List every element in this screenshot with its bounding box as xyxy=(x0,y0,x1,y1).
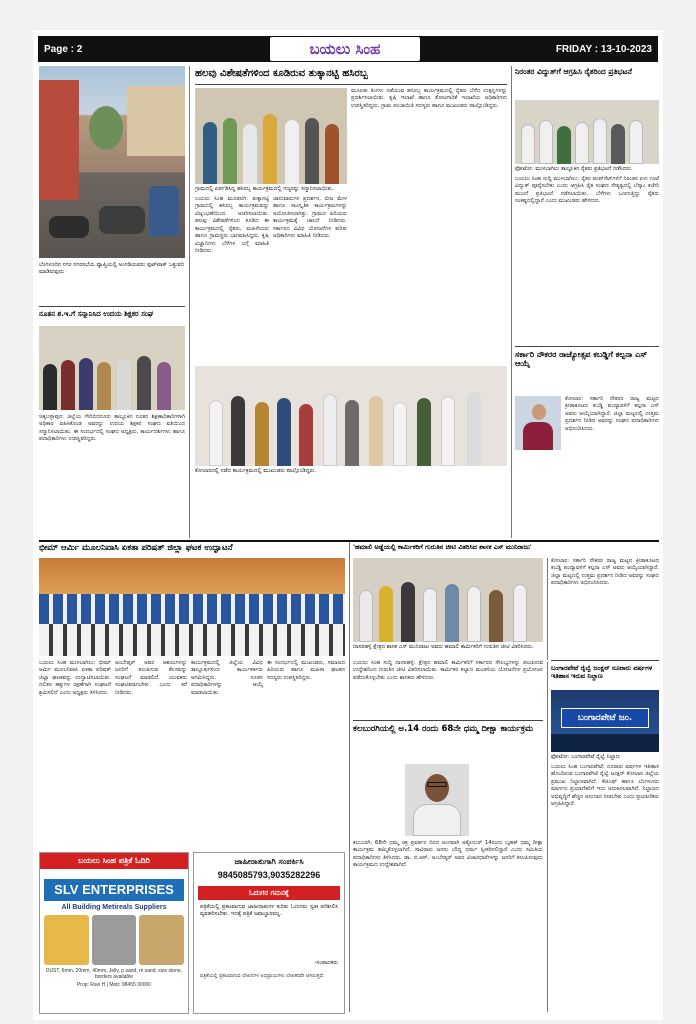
main-story-col3: ಮೂಲತಃ ತಿಂಗಳು ನಡೆಯುವ ಹಸಿರಬ್ಬ ಕಾರ್ಯಕ್ರಮದಲ್ಲಿ ರೈತರು ಬೆಳೆದ ಉತ್ಪನ್ನಗಳನ್ನು ಪ್ರದರ್ಶಿಸಲಾಯಿತು. ಕೃಷಿ ಇಲಾಖೆ ಹಾಗೂ ತೋಟಗಾರಿಕೆ ಇಲಾಖೆಯ ಅಧಿಕಾರಿಗಳು ಉಪಸ್ಥಿತರಿದ್ದರು. ಗ್ರಾಮ ಪಂಚಾಯಿತಿ ಸದಸ್ಯರು ಹಾಗೂ ಮುಖಂಡರು ಪಾಲ್ಗೊಂಡಿದ್ದರು. xyxy=(351,88,507,109)
hamali-headline: 'ಹಮಾಲಿ ಅಡ್ಡೆಯಲ್ಲಿ ಕಾರ್ಮಿಕರಿಗೆ ಗುರುತಿನ ಚೀಟಿ ವಿತರಿಸಿದ ಶಾಸಕ ಎಸ್ ಮುನಿರಾಜು' xyxy=(353,544,532,551)
bangarpet-headline-text: ಬಂಗಾರಪೇಟೆ ರೈಲ್ವೆ ಜಂಕ್ಷನ್ ನೂರಾರು ವರ್ಷಗಳ ಇತಿಹಾಸ ಇರುವ ನಿಲ್ದಾಣ xyxy=(551,664,653,681)
sand-icon xyxy=(139,915,184,965)
bangarpet-station-photo xyxy=(551,690,659,752)
truck-icon xyxy=(44,915,89,965)
kabaddi-body: ಕೋಲಾರ: ಸರ್ಕಾರಿ ನೌಕರರ ರಾಜ್ಯ ಮಟ್ಟದ ಕ್ರೀಡಾಕೂಟದ ಕಬಡ್ಡಿ ಪಂದ್ಯಾವಳಿಗೆ ಕಲ್ಪನಾ ಎಸ್ ಅವರು ಆಯ್ಕೆಯಾಗಿದ್ದಾರೆ. ಜಿಲ್ಲಾ ಮಟ್ಟದಲ್ಲಿ ಉತ್ತಮ ಪ್ರದರ್ಶನ ನೀಡಿದ ಅವರನ್ನು ಸಂಘದ ಪದಾಧಿಕಾರಿಗಳು ಅಭಿನಂದಿಸಿದರು. xyxy=(565,396,659,432)
main-story-photo xyxy=(195,88,347,184)
power-protest-headline xyxy=(515,68,659,77)
power-protest-photo xyxy=(515,100,659,164)
hamali-caption: ದಾಸರಹಳ್ಳಿ ಕ್ಷೇತ್ರದ ಶಾಸಕ ಎಸ್ ಮುನಿರಾಜು ಅವರು ಹಮಾಲಿ ಕಾರ್ಮಿಕರಿಗೆ ಗುರುತಿನ ಚೀಟಿ ವಿತರಿಸಿದರು. xyxy=(353,644,534,650)
slv-enterprises-ad xyxy=(39,852,189,1014)
main-story-group-photo xyxy=(195,366,507,466)
hamali-body: ಬಯಲು ಸಿಂಹ ಸುದ್ದಿ ದಾಸರಹಳ್ಳಿ: ಕ್ಷೇತ್ರದ ಹಮಾಲಿ ಕಾರ್ಮಿಕರಿಗೆ ಸರ್ಕಾರದ ಸೌಲಭ್ಯಗಳನ್ನು ತಲುಪಿಸುವ ಉದ್ದೇಶದಿಂದ ಗುರುತಿನ ಚೀಟಿ ವಿತರಿಸಲಾಯಿತು. ಕಾರ್ಮಿಕರ ಕಲ್ಯಾಣ ಮಂಡಳಿಯ ಯೋಜನೆಗಳ ಪ್ರಯೋಜನ ಪಡೆದುಕೊಳ್ಳಬೇಕು ಎಂದು ಶಾಸಕರು ಹೇಳಿದರು. xyxy=(353,660,543,681)
newspaper-page xyxy=(33,30,663,1020)
bangarpet-caption: ಫೋಟೋ: ಬಂಗಾರಪೇಟೆ ರೈಲ್ವೆ ನಿಲ್ದಾಣ xyxy=(551,754,620,760)
street-photo xyxy=(39,66,185,258)
bhim-army-col3: ಕಾರ್ಯಕ್ರಮದಲ್ಲಿ ಜಿಲ್ಲೆಯ ವಿವಿಧ ತಾಲ್ಲೂಕುಗಳಿಂದ ಕಾರ್ಯಕರ್ತರು ಆಗಮಿಸಿದ್ದರು. ನೂತನ ಪದಾಧಿಕಾರಿಗಳನ್ನು ಆಯ್ಕೆ ಮಾಡಲಾಯಿತು. xyxy=(191,660,263,696)
masthead xyxy=(38,36,658,62)
kalaburagi-headline-text: ಕಲಬುರಗಿಯಲ್ಲಿ ಅ.14 ರಂದು 68ನೇ ಧಮ್ಮ ದೀಕ್ಷಾ ಕಾರ್ಯಕ್ರಮ xyxy=(353,724,534,734)
bangarpet-body: ಬಯಲು ಸಿಂಹ ಬಂಗಾರಪೇಟೆ: ನೂರಾರು ವರ್ಷಗಳ ಇತಿಹಾಸ ಹೊಂದಿರುವ ಬಂಗಾರಪೇಟೆ ರೈಲ್ವೆ ಜಂಕ್ಷನ್ ಕೋಲಾರ ಜಿಲ್ಲೆಯ ಪ್ರಮುಖ ನಿಲ್ದಾಣವಾಗಿದೆ. ಕೆಜಿಎಫ್ ಹಾಗೂ ಬೆಂಗಳೂರು ಮಾರ್ಗದ ಪ್ರಯಾಣಿಕರಿಗೆ ಇದು ಅನುಕೂಲವಾಗಿದೆ. ನಿಲ್ದಾಣದ ಅಭಿವೃದ್ಧಿಗೆ ಹೆಚ್ಚಿನ ಅನುದಾನ ನೀಡಬೇಕು ಎಂದು ಪ್ರಯಾಣಿಕರು ಆಗ್ರಹಿಸಿದ್ದಾರೆ. xyxy=(551,764,659,808)
kalaburagi-portrait xyxy=(405,764,469,836)
hamali-body-cont: ಕೋಲಾರ: ಸರ್ಕಾರಿ ನೌಕರರ ರಾಜ್ಯ ಮಟ್ಟದ ಕ್ರೀಡಾಕೂಟದ ಕಬಡ್ಡಿ ಪಂದ್ಯಾವಳಿಗೆ ಕಲ್ಪನಾ ಎಸ್ ಅವರು ಆಯ್ಕೆಯಾಗಿದ್ದಾರೆ. ಜಿಲ್ಲಾ ಮಟ್ಟದಲ್ಲಿ ಉತ್ತಮ ಪ್ರದರ್ಶನ ನೀಡಿದ ಅವರನ್ನು ಸಂಘದ ಪದಾಧಿಕಾರಿಗಳು ಅಭಿನಂದಿಸಿದರು. xyxy=(551,558,659,587)
hamali-photo xyxy=(353,558,543,642)
slv-products-image xyxy=(44,915,184,965)
group-photo-caption: ಕೋಲಾರದಲ್ಲಿ ನಡೆದ ಕಾರ್ಯಕ್ರಮದಲ್ಲಿ ಮುಖಂಡರು ಪಾಲ್ಗೊಂಡಿದ್ದರು. xyxy=(195,468,317,474)
bricks-icon xyxy=(92,915,137,965)
slv-details: DUST, 6mm, 20mm, 40mm, Jelly, p sand, m sand, size stone, borders available xyxy=(45,968,183,980)
felicitation-headline: ನೂತನ ಶ.ಇ.ಗೆ ಸನ್ಮಾನಿಸಿದ ಉದಯ ಶಿಕ್ಷಕರ ಸಂಘ xyxy=(39,310,154,318)
bhim-army-photo xyxy=(39,558,345,656)
kalaburagi-headline xyxy=(353,724,543,735)
slv-tagline: All Building Metireals Suppliers xyxy=(61,904,167,911)
kabaddi-headline xyxy=(515,350,659,368)
street-photo-caption: ಬೆಂಗಳೂರಿನ ನಗರ ನಗರಸಭೆಯ ವ್ಯಾಪ್ತಿಯಲ್ಲಿ ಅಂಗಡಿಯವರು ಫುಟ್‌ಪಾತ್ ಒತ್ತುವರಿ ಮಾಡಿರುವುದು xyxy=(39,262,184,275)
slv-contact: Prop: Ravi H | Mob: 98455 00000 xyxy=(76,982,152,988)
readers-notice-text: ಪತ್ರಿಕೆಯಲ್ಲಿ ಪ್ರಕಟವಾಗುವ ಜಾಹೀರಾತುಗಳ ಕುರಿತು ಓದುಗರು ಸ್ವತಃ ಪರಿಶೀಲಿಸಿ ವ್ಯವಹರಿಸಬೇಕು. ಇದಕ್ಕೆ ಪತ್ರಿಕೆ ಜವಾಬ್ದಾರವಲ್ಲ. xyxy=(200,904,338,918)
slv-name: SLV ENTERPRISES xyxy=(44,879,184,901)
kabaddi-headline-text: ಸರ್ಕಾರಿ ನೌಕರರ ರಾಜ್ಯೋತ್ಸವ ಕಬಡ್ಡಿಗೆ ಕಲ್ಪನಾ ಎಸ್ ಆಯ್ಕೆ xyxy=(515,350,648,369)
issue-date: FRIDAY : 13-10-2023 xyxy=(555,43,652,55)
bhim-army-headline: ಭೀಮ್ ಆರ್ಮಿ ಮೂಲನಿವಾಸಿ ಏಕತಾ ಪರಿಷತ್ ಜಿಲ್ಲಾ ಘಟಕ ಉದ್ಘಾಟನೆ xyxy=(39,544,233,553)
readers-notice-header: ಓದುಗರ ಗಮನಕ್ಕೆ xyxy=(198,886,340,900)
main-story-headline: ಹಲವು ವಿಶೇಷತೆಗಳಿಂದ ಕೂಡಿರುವ ತುಕ್ಕಾನಟ್ಟಿ ಹಸಿರಬ್ಬ xyxy=(195,68,368,79)
bhim-army-col2: ಅಂಬೇಡ್ಕರ್ ಅವರ ಆಶಯಗಳನ್ನು ಜನರಿಗೆ ತಲುಪಿಸುವ ಕೆಲಸವನ್ನು ಸಂಘಟನೆ ಮಾಡಲಿದೆ. ಯುವಕರು ಸಂಘಟಿತರಾಗಬೇಕು ಎಂದು ಕರೆ ನೀಡಿದರು. xyxy=(115,660,187,696)
ad-contact-phone: 9845085793,9035282296 xyxy=(217,870,321,880)
classified-ad xyxy=(193,852,345,1014)
disclaimer-footer: ಪತ್ರಿಕೆಯಲ್ಲಿ ಪ್ರಕಟವಾಗುವ ಲೇಖನಗಳ ಅಭಿಪ್ರಾಯಗಳು ಲೇಖಕರವೇ ಆಗಿರುತ್ತವೆ. xyxy=(200,973,325,979)
bangarpet-headline xyxy=(551,664,659,681)
notice-signature: -ಸಂಪಾದಕರು xyxy=(314,960,338,966)
main-story-photo-caption: ಗ್ರಾಮದಲ್ಲಿ ಏರ್ಪಡಿಸಿದ್ದ ಹಸಿರಬ್ಬ ಕಾರ್ಯಕ್ರಮದಲ್ಲಿ ಗಣ್ಯರನ್ನು ಸನ್ಮಾನಿಸಲಾಯಿತು. xyxy=(195,186,334,192)
felicitation-photo xyxy=(39,326,185,410)
power-protest-body: ಬಯಲು ಸಿಂಹ ಸುದ್ದಿ ಮುಳಬಾಗಿಲು: ರೈತರ ಪಂಪ್‌ಸೆಟ್‌ಗಳಿಗೆ ನಿರಂತರ ಏಳು ಗಂಟೆ ವಿದ್ಯುತ್ ಪೂರೈಸಬೇಕು ಎಂದು ಆಗ್ರಹಿಸಿ ರೈತ ಸಂಘದ ನೇತೃತ್ವದಲ್ಲಿ ಬೆಸ್ಕಾಂ ಕಚೇರಿ ಮುಂದೆ ಪ್ರತಿಭಟನೆ ನಡೆಸಲಾಯಿತು. ಬೆಳೆಗಳು ಒಣಗುತ್ತಿದ್ದು ರೈತರು ಸಂಕಷ್ಟದಲ್ಲಿದ್ದಾರೆ ಎಂದು ಮುಖಂಡರು ಹೇಳಿದರು. xyxy=(515,176,659,205)
main-story-col2: ಜಾನುವಾರುಗಳ ಪ್ರದರ್ಶನ, ಬೀಜ ಮೇಳ ಹಾಗೂ ಸಾಂಸ್ಕೃತಿಕ ಕಾರ್ಯಕ್ರಮಗಳನ್ನು ಆಯೋಜಿಸಲಾಗಿತ್ತು. ಗ್ರಾಮದ ಹಿರಿಯರು ಕಾರ್ಯಕ್ರಮಕ್ಕೆ ಚಾಲನೆ ನೀಡಿದರು. ಸರ್ಕಾರದ ವಿವಿಧ ಯೋಜನೆಗಳ ಕುರಿತು ಅಧಿಕಾರಿಗಳು ಮಾಹಿತಿ ನೀಡಿದರು. xyxy=(273,196,347,240)
felicitation-body: ಚಿಕ್ಕಬಳ್ಳಾಪುರ: ಜಿಲ್ಲೆಯ ಗೌರಿಬಿದನೂರು ತಾಲ್ಲೂಕಿನ ನೂತನ ಶಿಕ್ಷಣಾಧಿಕಾರಿಗಳಾಗಿ ಅಧಿಕಾರ ವಹಿಸಿಕೊಂಡ ಅವರನ್ನು ಉದಯ ಶಿಕ್ಷಕರ ಸಂಘದ ವತಿಯಿಂದ ಸನ್ಮಾನಿಸಲಾಯಿತು. ಈ ಸಂದರ್ಭದಲ್ಲಿ ಸಂಘದ ಅಧ್ಯಕ್ಷರು, ಕಾರ್ಯದರ್ಶಿಗಳು ಹಾಗೂ ಪದಾಧಿಕಾರಿಗಳು ಉಪಸ್ಥಿತರಿದ್ದರು. xyxy=(39,414,185,443)
bhim-army-col1: ಬಯಲು ಸಿಂಹ ಮುಳಬಾಗಿಲು: ಭೀಮ್ ಆರ್ಮಿ ಮೂಲನಿವಾಸಿ ಏಕತಾ ಪರಿಷತ್ ಜಿಲ್ಲಾ ಘಟಕವನ್ನು ಉದ್ಘಾಟಿಸಲಾಯಿತು. ದಲಿತರ ಹಕ್ಕುಗಳ ರಕ್ಷಣೆಗಾಗಿ ಸಂಘಟನೆ ಶ್ರಮಿಸಲಿದೆ ಎಂದು ಅಧ್ಯಕ್ಷರು ತಿಳಿಸಿದರು. xyxy=(39,660,111,696)
ad-contact-header: ಜಾಹೀರಾತುಗಾಗಿ ಸಂಪರ್ಕಿಸಿ xyxy=(234,857,304,866)
subscribe-banner: ಬಯಲು ಸಿಂಹ ಪತ್ರಿಕೆ ಓದಿರಿ xyxy=(40,853,188,869)
power-protest-headline-text: ನಿರಂತರ ವಿದ್ಯುತ್‌ಗೆ ಆಗ್ರಹಿಸಿ ರೈತರಿಂದ ಪ್ರತಿಭಟನೆ xyxy=(515,68,632,76)
station-sign-text: ಬಂಗಾರಪೇಟೆ ಜಂ. xyxy=(577,713,633,723)
main-story-col1: ಬಯಲು ಸಿಂಹ ಮೂಡಲಗಿ: ತುಕ್ಕಾನಟ್ಟಿ ಗ್ರಾಮದಲ್ಲಿ ಹಸಿರಬ್ಬ ಕಾರ್ಯಕ್ರಮವನ್ನು ವಿಜೃಂಭಣೆಯಿಂದ ಆಚರಿಸಲಾಯಿತು. ಹಲವು ವಿಶೇಷತೆಗಳಿಂದ ಕೂಡಿದ ಈ ಕಾರ್ಯಕ್ರಮದಲ್ಲಿ ರೈತರು, ಮಹಿಳೆಯರು ಹಾಗೂ ಗ್ರಾಮಸ್ಥರು ಭಾಗವಹಿಸಿದ್ದರು. ಕೃಷಿ ವಿಜ್ಞಾನಿಗಳು ಬೆಳೆಗಳ ಬಗ್ಗೆ ಮಾಹಿತಿ ನೀಡಿದರು. xyxy=(195,196,269,254)
power-protest-caption: ಫೋಟೋ: ಮುಳಬಾಗಿಲು ತಾಲ್ಲೂಕಿನ ರೈತರು ಪ್ರತಿಭಟನೆ ನಡೆಸಿದರು. xyxy=(515,166,633,172)
page-number: Page : 2 xyxy=(44,43,83,55)
bhim-army-col4: ಈ ಸಂದರ್ಭದಲ್ಲಿ ಮುಖಂಡರು, ಸಮಾಜದ ಹಿರಿಯರು ಹಾಗೂ ಮಹಿಳಾ ಘಟಕದ ಸದಸ್ಯರು ಉಪಸ್ಥಿತರಿದ್ದರು. xyxy=(267,660,345,681)
station-sign xyxy=(561,708,649,728)
newspaper-title: ಬಯಲು ಸಿಂಹ xyxy=(270,37,420,61)
kalaburagi-body: ಕಲಬುರಗಿ: 68ನೇ ಧಮ್ಮ ಚಕ್ರ ಪ್ರವರ್ತನ ದಿನದ ಅಂಗವಾಗಿ ಅಕ್ಟೋಬರ್ 14ರಂದು ಬೃಹತ್ ಧಮ್ಮ ದೀಕ್ಷಾ ಕಾರ್ಯಕ್ರಮ ಹಮ್ಮಿಕೊಳ್ಳಲಾಗಿದೆ. ಸಾವಿರಾರು ಜನರು ಬೌದ್ಧ ಧರ್ಮ ಸ್ವೀಕರಿಸಲಿದ್ದಾರೆ ಎಂದು ಸಮಿತಿಯ ಪದಾಧಿಕಾರಿಗಳು ತಿಳಿಸಿದರು. ಡಾ. ಬಿ.ಆರ್. ಅಂಬೇಡ್ಕರ್ ಅವರ ವಿಚಾರಧಾರೆಗಳನ್ನು ಜನರಿಗೆ ತಲುಪಿಸುವುದು ಕಾರ್ಯಕ್ರಮದ ಉದ್ದೇಶವಾಗಿದೆ. xyxy=(353,840,543,869)
